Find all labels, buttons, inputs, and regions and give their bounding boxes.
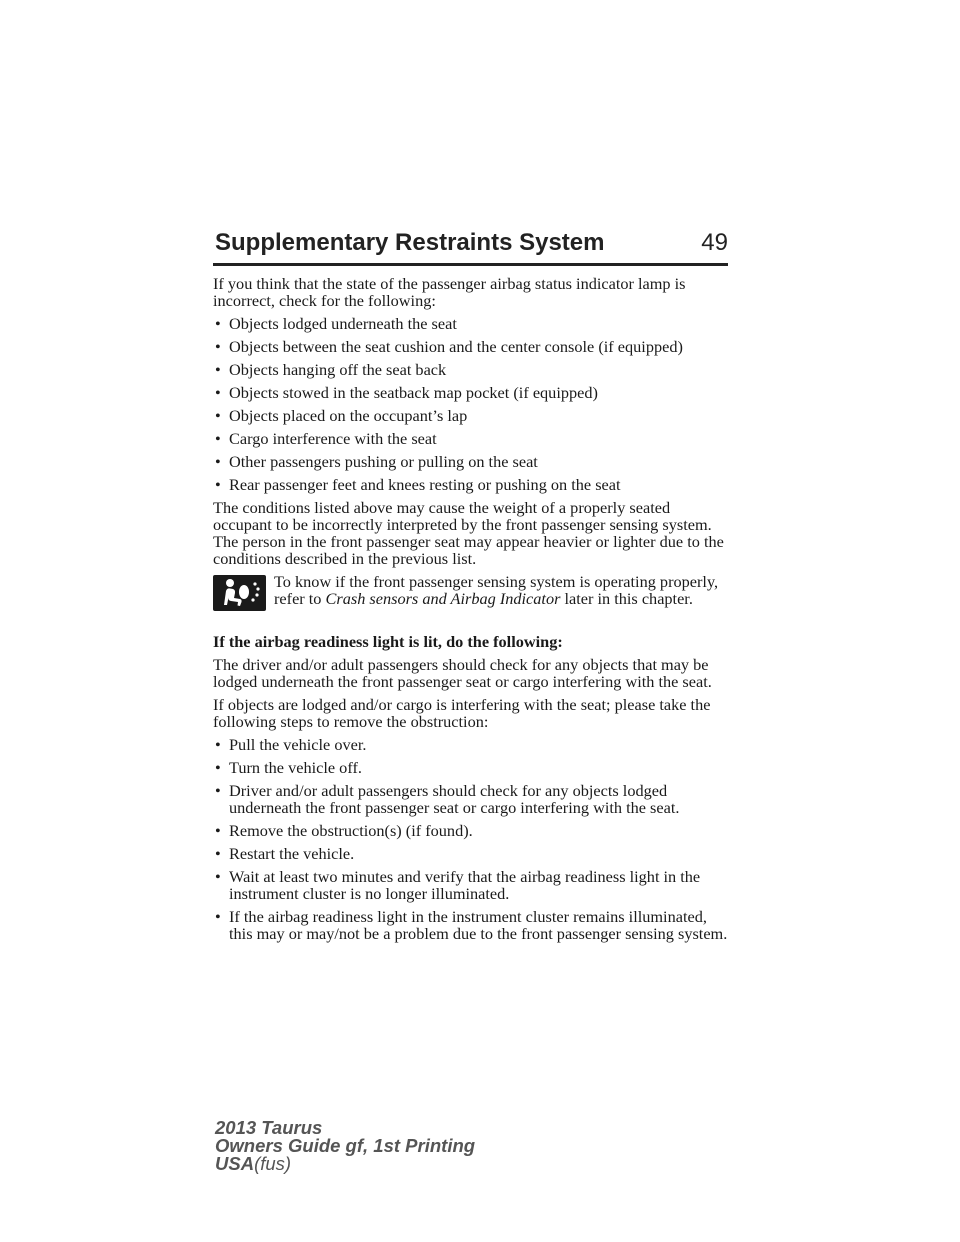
bullet: • [215,337,221,356]
steps-intro: If objects are lodged and/or cargo is interfering with the seat; please take the following steps to remove the obstruction: [213,695,711,731]
list-item: • Driver and/or adult passengers should check for any objects lodged underneath the front passenger seat or cargo interfering with the seat. [215,781,680,817]
bullet: • [215,907,221,926]
bullet: • [215,821,221,840]
bullet: • [215,360,221,379]
airbag-warning-icon [213,575,266,611]
list-item: • Objects placed on the occupant’s lap [215,406,468,425]
list-item: • Cargo interference with the seat [215,429,437,448]
bullet: • [215,314,221,333]
footer-line-2: Owners Guide gf, 1st Printing [215,1135,476,1156]
bullet: • [215,429,221,448]
cross-reference-link[interactable]: Crash sensors and Airbag Indicator [325,589,561,608]
bullet: • [215,844,221,863]
bullet: • [215,867,221,886]
bullet: • [215,781,221,800]
bullet: • [215,383,221,402]
list-item: • Objects between the seat cushion and the center console (if equipped) [215,337,683,356]
note-block [213,573,728,625]
note-text: To know if the front passenger sensing system is operating properly, refer to Crash sensors and Airbag Indicator later in this chapter. [274,572,719,608]
bullet: • [215,452,221,471]
bullet: • [215,735,221,754]
steps-list [213,736,728,942]
footer-line-3: USA(fus) [215,1153,292,1174]
readiness-paragraph: The driver and/or adult passengers should check for any objects that may be lodged underneath the front passenger seat or cargo interfering with the seat. [213,655,712,691]
footer-line-1: 2013 Taurus [215,1117,323,1138]
readiness-heading: If the airbag readiness light is lit, do the following: [213,632,563,651]
bullet: • [215,406,221,425]
section-title: Supplementary Restraints System [215,229,605,256]
list-item: • Pull the vehicle over. [215,735,367,754]
list-item: • Objects lodged underneath the seat [215,314,457,333]
page-number: 49 [701,229,728,256]
page-footer [215,1119,475,1173]
list-item: • Objects stowed in the seatback map pocket (if equipped) [215,383,598,402]
list-item: • Remove the obstruction(s) (if found). [215,821,473,840]
check-list [213,315,728,493]
list-item: • Restart the vehicle. [215,844,355,863]
page-header [213,228,728,268]
list-item: • Turn the vehicle off. [215,758,362,777]
intro-paragraph: If you think that the state of the passenger airbag status indicator lamp is incorrect, check for the following: [213,274,686,310]
list-item: • Rear passenger feet and knees resting or pushing on the seat [215,475,621,494]
header-divider [213,263,728,266]
list-item: • Wait at least two minutes and verify that the airbag readiness light in the instrument cluster is no longer illuminated. [215,867,701,903]
page-body [213,275,728,948]
list-item: • Objects hanging off the seat back [215,360,447,379]
bullet: • [215,475,221,494]
conditions-paragraph: The conditions listed above may cause the weight of a properly seated occupant to be incorrectly interpreted by the front passenger sensing system. The person in the front passenger seat may appear heavier or lighter due to the conditions described in the previous list. [213,498,724,568]
bullet: • [215,758,221,777]
list-item: • Other passengers pushing or pulling on the seat [215,452,538,471]
list-item: • If the airbag readiness light in the instrument cluster remains illuminated, this may or may/not be a problem due to the front passenger sensing system. [215,907,728,943]
